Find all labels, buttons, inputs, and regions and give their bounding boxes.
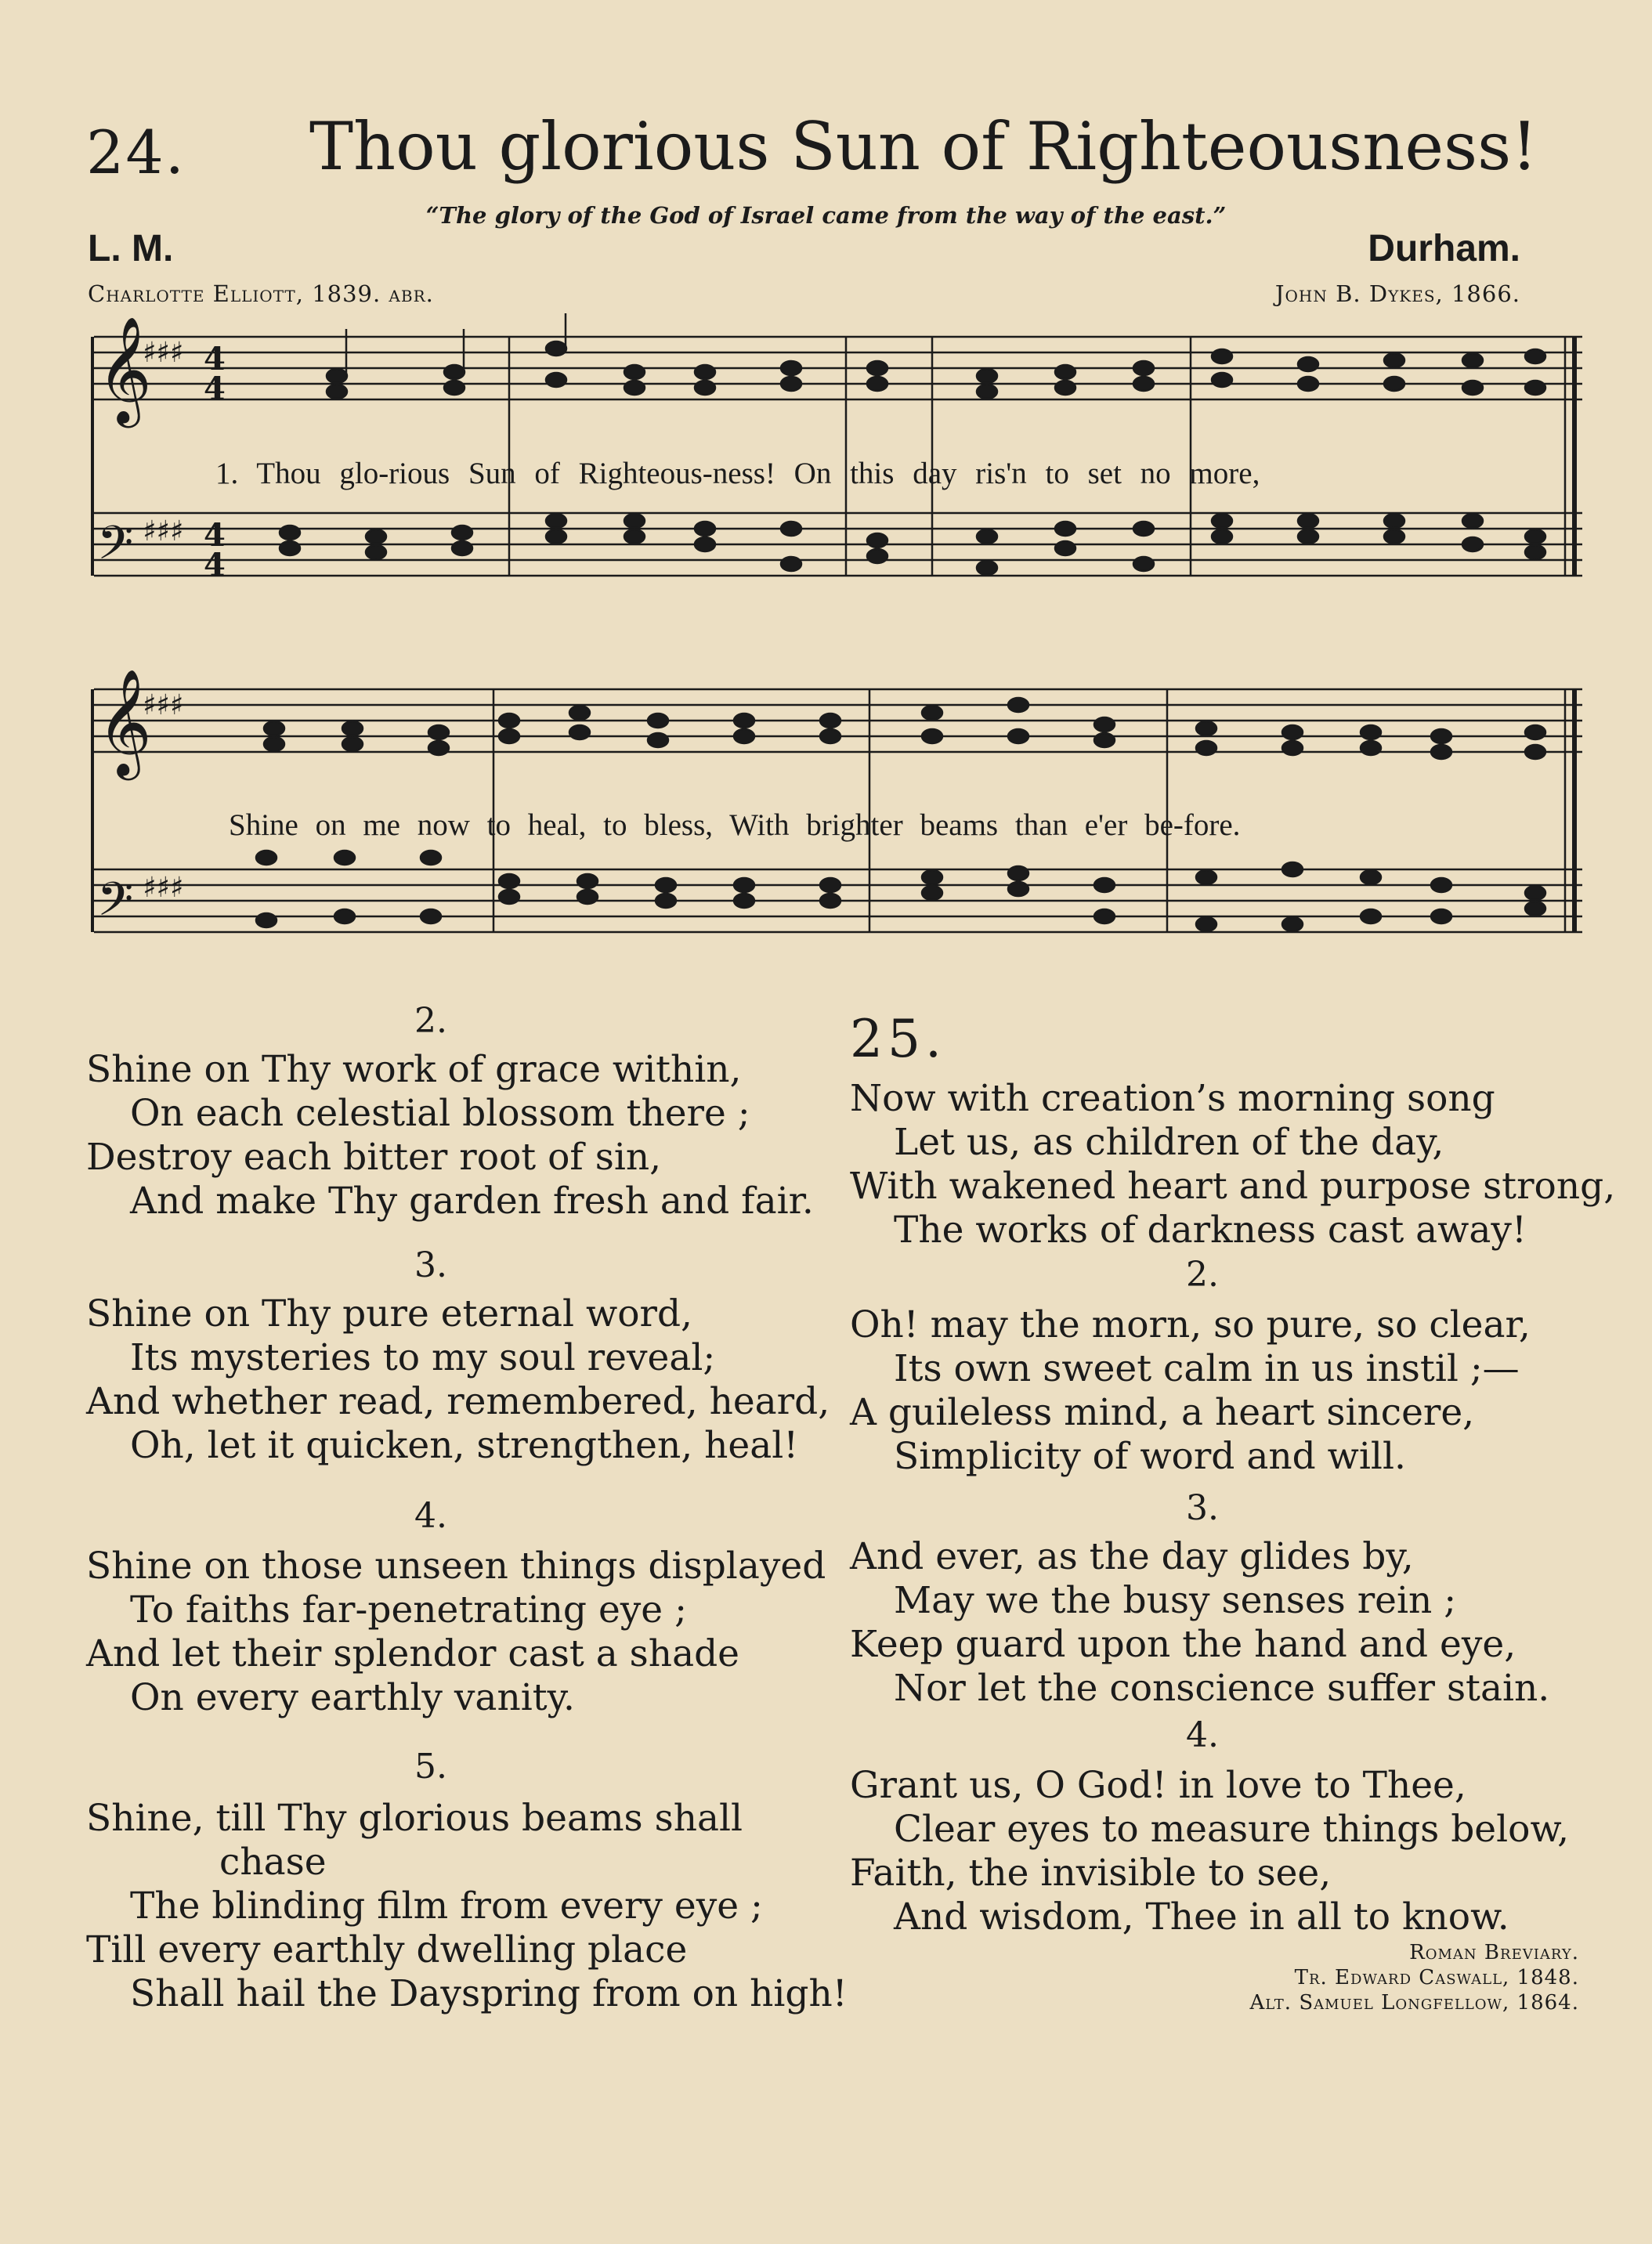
stanza-line: On every earthly vanity.	[130, 1676, 575, 1719]
stanza-line: Faith, the invisible to see,	[850, 1852, 1332, 1895]
svg-text:♯♯♯: ♯♯♯	[143, 515, 184, 547]
tune-name: Durham.	[1368, 228, 1520, 269]
stanza-line: And make Thy garden fresh and fair.	[130, 1180, 814, 1223]
stanza-line: Oh! may the morn, so pure, so clear,	[850, 1303, 1531, 1346]
svg-text:♯♯♯: ♯♯♯	[143, 689, 184, 721]
svg-text:4: 4	[204, 341, 226, 378]
stanza-line: Its own sweet calm in us instil ;—	[894, 1347, 1520, 1390]
stanza-line: Shine, till Thy glorious beams shall	[86, 1797, 743, 1840]
stanza-line: chase	[219, 1841, 327, 1884]
stanza-24-4	[86, 1545, 826, 1720]
translator-credit: Tr. Edward Caswall, 1848.	[1294, 1966, 1579, 1989]
svg-text:♯♯♯: ♯♯♯	[143, 872, 184, 904]
verse-number: 2.	[1186, 1255, 1219, 1295]
source-credit: Roman Breviary.	[1409, 1941, 1579, 1964]
stanza-25-3	[850, 1535, 1549, 1711]
stanza-line: And whether read, remembered, heard,	[86, 1380, 830, 1423]
stanza-line: With wakened heart and purpose strong,	[850, 1165, 1616, 1208]
stanza-line: Keep guard upon the hand and eye,	[850, 1623, 1516, 1666]
stanza-line: On each celestial blossom there ;	[130, 1092, 750, 1135]
stanza-24-5	[86, 1797, 848, 2016]
alteration-credit: Alt. Samuel Longfellow, 1864.	[1249, 1991, 1579, 2015]
stanza-24-3	[86, 1292, 830, 1468]
verse-number: 3.	[414, 1245, 447, 1285]
stanza-line: Shine on Thy work of grace within,	[86, 1048, 742, 1091]
stanza-line: Grant us, O God! in love to Thee,	[850, 1764, 1466, 1807]
svg-text:4: 4	[204, 370, 226, 407]
verse-number: 4.	[414, 1496, 447, 1536]
stanza-line: Till every earthly dwelling place	[86, 1928, 688, 1971]
stanza-line: The blinding film from every eye ;	[130, 1884, 763, 1928]
svg-text:𝄢: 𝄢	[97, 872, 134, 938]
stanza-line: Now with creation’s morning song	[850, 1077, 1495, 1120]
verse-number: 5.	[414, 1747, 447, 1787]
stanza-line: And let their splendor cast a shade	[86, 1632, 739, 1675]
epigraph: “The glory of the God of Israel came from the way of the east.”	[425, 202, 1227, 229]
stanza-line: Simplicity of word and will.	[894, 1435, 1406, 1478]
stanza-24-2	[86, 1048, 814, 1223]
svg-text:𝄢: 𝄢	[97, 515, 134, 581]
stanza-line: Its mysteries to my soul reveal;	[130, 1336, 716, 1379]
hymn-title: Thou glorious Sun of Righteousness!	[309, 108, 1538, 185]
stanza-line: Oh, let it quicken, strengthen, heal!	[130, 1424, 799, 1467]
stanza-line: To faiths far-penetrating eye ;	[130, 1588, 687, 1632]
stanza-line: Destroy each bitter root of sin,	[86, 1136, 662, 1179]
stanza-25-4	[850, 1764, 1569, 1939]
composer-credit: John B. Dykes, 1866.	[1274, 280, 1520, 307]
stanza-25-2	[850, 1303, 1531, 1479]
music-lyric-line-1: 1. Thou glo-rious Sun of Righteous-ness! On this day ris'n to set no more,	[215, 457, 1260, 490]
verse-number: 2.	[414, 1001, 447, 1041]
verse-number: 3.	[1186, 1488, 1219, 1528]
stanza-line: A guileless mind, a heart sincere,	[850, 1391, 1475, 1434]
svg-text:𝄞: 𝄞	[97, 315, 152, 423]
stanza-line: The works of darkness cast away!	[894, 1209, 1527, 1252]
verse-number: 4.	[1186, 1715, 1219, 1755]
meter-label: L. M.	[88, 228, 174, 269]
svg-text:4: 4	[204, 517, 226, 554]
stanza-25-1	[850, 1077, 1615, 1252]
stanza-line: Clear eyes to measure things below,	[894, 1808, 1570, 1851]
stanza-line: And ever, as the day glides by,	[850, 1535, 1414, 1578]
stanza-line: Shall hail the Dayspring from on high!	[130, 1972, 848, 2015]
stanza-line: May we the busy senses rein ;	[894, 1579, 1457, 1622]
stanza-line: Nor let the conscience suffer stain.	[894, 1667, 1550, 1710]
author-credit: Charlotte Elliott, 1839. abr.	[88, 280, 434, 307]
stanza-line: Shine on those unseen things displayed	[86, 1545, 826, 1588]
hymn-number: 25.	[850, 1009, 946, 1069]
stanza-line: Let us, as children of the day,	[894, 1121, 1444, 1164]
svg-text:♯♯♯: ♯♯♯	[143, 337, 184, 369]
stanza-line: Shine on Thy pure eternal word,	[86, 1292, 692, 1335]
svg-text:𝄞: 𝄞	[97, 667, 152, 775]
hymn-number: 24.	[86, 117, 186, 187]
svg-text:4: 4	[204, 547, 226, 584]
stanza-line: And wisdom, Thee in all to know.	[894, 1895, 1509, 1939]
music-lyric-line-2: Shine on me now to heal, to bless, With brighter beams than e'er be-fore.	[229, 808, 1241, 842]
